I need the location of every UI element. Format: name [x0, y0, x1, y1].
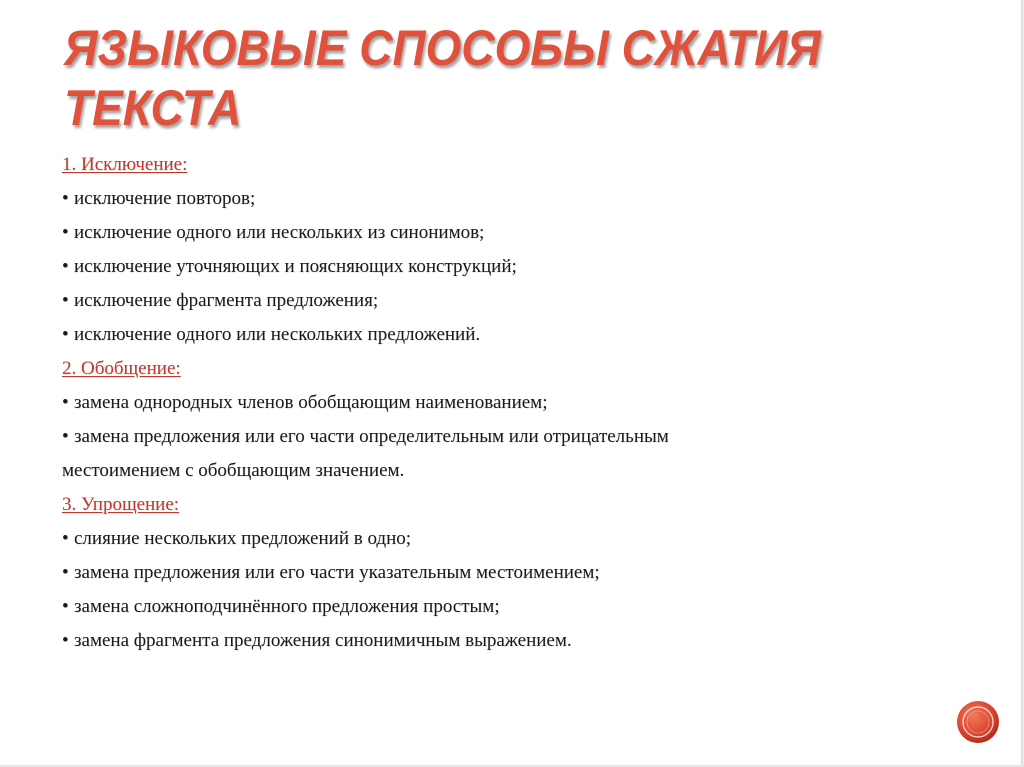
list-item-text: замена фрагмента предложения синонимичным выражением. — [74, 630, 572, 651]
list-item — [62, 624, 1002, 658]
bullet-icon: • — [62, 188, 69, 209]
bullet-icon: • — [62, 596, 69, 617]
bullet-icon: • — [62, 290, 69, 311]
list-item — [62, 216, 1002, 250]
list-item-text: исключение повторов; — [74, 188, 256, 209]
slide-title — [64, 18, 892, 138]
list-item — [62, 318, 1002, 352]
title-line-1: ЯЗЫКОВЫЕ СПОСОБЫ СЖАТИЯ — [64, 20, 821, 76]
list-item — [62, 420, 1002, 454]
bullet-icon: • — [62, 256, 69, 277]
section-heading-simplification: 3. Упрощение: — [62, 494, 180, 515]
list-item-text: замена однородных членов обобщающим наименованием; — [74, 392, 548, 413]
list-item — [62, 556, 1002, 590]
list-item-text: слияние нескольких предложений в одно; — [74, 528, 412, 549]
list-item-text: исключение фрагмента предложения; — [74, 290, 379, 311]
list-item — [62, 250, 1002, 284]
title-line-2: ТЕКСТА — [64, 80, 242, 136]
slide-content — [62, 148, 1002, 658]
list-item — [62, 182, 1002, 216]
section-heading-generalization: 2. Обобщение: — [62, 358, 181, 379]
list-item-text: исключение одного или нескольких из синонимов; — [74, 222, 485, 243]
list-item-text: местоимением с обобщающим значением. — [62, 460, 405, 481]
list-item-text: замена сложноподчинённого предложения простым; — [74, 596, 500, 617]
bullet-icon: • — [62, 392, 69, 413]
list-item-continuation — [62, 454, 1002, 488]
list-item — [62, 284, 1002, 318]
bullet-icon: • — [62, 222, 69, 243]
bullet-icon: • — [62, 324, 69, 345]
bullet-icon: • — [62, 630, 69, 651]
list-item-text: исключение одного или нескольких предложений. — [74, 324, 481, 345]
list-item-text: замена предложения или его части определительным или отрицательным — [74, 426, 669, 447]
section-heading-exclusion: 1. Исключение: — [62, 154, 188, 175]
list-item-text: исключение уточняющих и поясняющих конструкций; — [74, 256, 517, 277]
bullet-icon: • — [62, 562, 69, 583]
list-item — [62, 386, 1002, 420]
list-item — [62, 590, 1002, 624]
list-item — [62, 522, 1002, 556]
bullet-icon: • — [62, 528, 69, 549]
slide-logo-icon — [956, 700, 1000, 744]
list-item-text: замена предложения или его части указательным местоимением; — [74, 562, 600, 583]
bullet-icon: • — [62, 426, 69, 447]
